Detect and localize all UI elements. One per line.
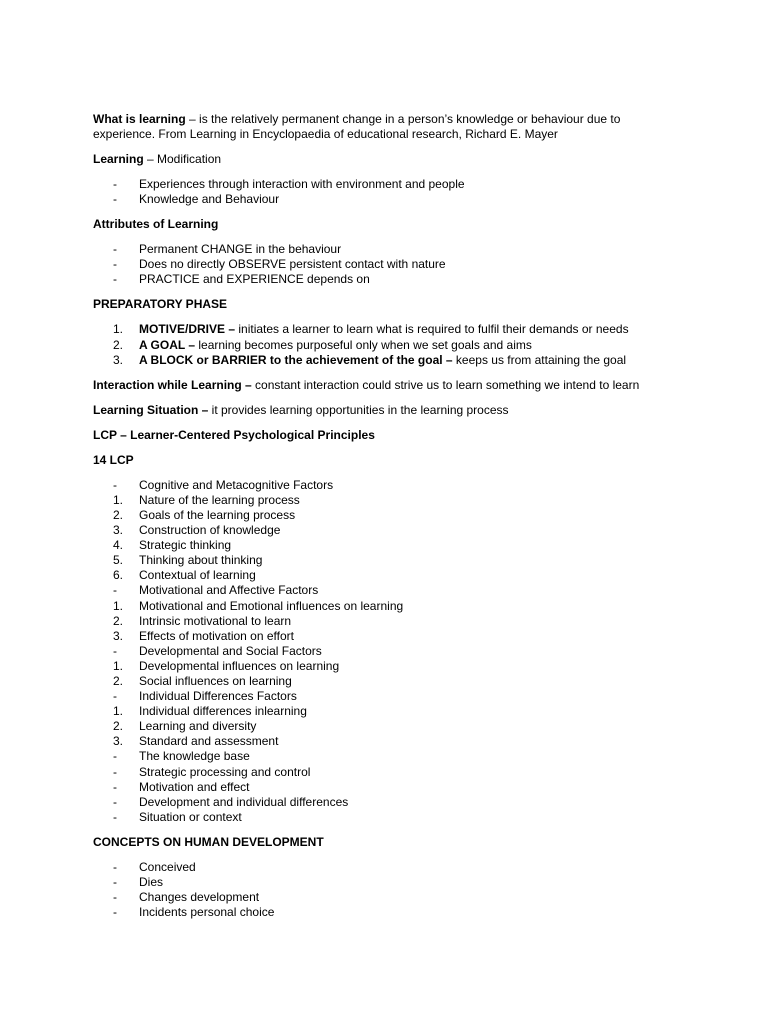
list-item-text: Nature of the learning process — [139, 492, 300, 507]
list-item — [93, 780, 673, 795]
list-marker: - — [113, 192, 117, 207]
list-item-text: Developmental influences on learning — [139, 658, 340, 673]
list-marker: - — [113, 859, 117, 874]
list-item — [93, 765, 673, 780]
list-item — [93, 644, 673, 659]
list-marker: - — [113, 583, 117, 598]
list-item-text: Individual Differences Factors — [139, 689, 297, 704]
list-marker: - — [113, 643, 117, 658]
interaction-term: Interaction while Learning – — [93, 377, 252, 392]
list-item-text: learning becomes purposeful only when we set goals and aims — [195, 337, 532, 352]
attributes-list — [93, 242, 673, 287]
list-item — [93, 599, 673, 614]
list-marker: 1. — [113, 322, 124, 337]
list-item-text: Knowledge and Behaviour — [139, 192, 280, 207]
list-marker: 1. — [113, 492, 124, 507]
list-item-text: Development and individual differences — [139, 794, 349, 809]
list-item — [93, 704, 673, 719]
list-marker: 3. — [113, 523, 124, 538]
list-item-term: A GOAL – — [139, 337, 196, 352]
list-item — [93, 795, 673, 810]
list-marker: - — [113, 764, 117, 779]
list-item — [93, 538, 673, 553]
list-item-text: initiates a learner to learn what is required to fulfil their demands or needs — [235, 322, 629, 337]
list-marker: - — [113, 809, 117, 824]
list-marker: - — [113, 257, 117, 272]
list-marker: 1. — [113, 598, 124, 613]
list-marker: - — [113, 779, 117, 794]
list-item — [93, 629, 673, 644]
list-marker: 4. — [113, 538, 124, 553]
intro-paragraph — [93, 112, 673, 142]
list-marker: 1. — [113, 658, 124, 673]
interaction-text: constant interaction could strive us to learn something we intend to learn — [251, 377, 640, 392]
list-marker: 3. — [113, 352, 124, 367]
list-marker: 2. — [113, 719, 124, 734]
lcp14-list — [93, 478, 673, 825]
list-item — [93, 890, 673, 905]
list-item — [93, 689, 673, 704]
list-item — [93, 810, 673, 825]
list-item — [93, 192, 673, 207]
list-item-text: Motivational and Emotional influences on learning — [139, 598, 404, 613]
list-item — [93, 659, 673, 674]
list-marker: - — [113, 177, 117, 191]
list-marker: 2. — [113, 673, 124, 688]
list-item-text: Goals of the learning process — [139, 507, 296, 522]
intro-term: What is learning — [93, 112, 186, 126]
learning-term: Learning — [93, 152, 144, 166]
situation-term: Learning Situation – — [93, 402, 209, 417]
attributes-heading: Attributes of Learning — [93, 217, 219, 232]
list-item — [93, 493, 673, 508]
list-item-text: Cognitive and Metacognitive Factors — [139, 477, 334, 492]
list-marker: 6. — [113, 568, 124, 583]
list-item — [93, 583, 673, 598]
list-marker: 3. — [113, 628, 124, 643]
list-item-text: Effects of motivation on effort — [139, 628, 294, 643]
lcp-heading: LCP – Learner-Centered Psychological Principles — [93, 427, 375, 442]
preparatory-heading: PREPARATORY PHASE — [93, 297, 228, 312]
list-item — [93, 553, 673, 568]
list-item-text: Standard and assessment — [139, 734, 279, 749]
list-item — [93, 614, 673, 629]
list-item-term: A BLOCK or BARRIER to the achievement of the goal – — [139, 352, 453, 367]
list-marker: - — [113, 890, 117, 905]
list-item-text: Construction of knowledge — [139, 523, 281, 538]
list-item-text: Individual differences inlearning — [139, 704, 307, 719]
list-item-text: Incidents personal choice — [139, 905, 275, 920]
list-item-text: PRACTICE and EXPERIENCE depends on — [139, 272, 370, 287]
list-item-text: Strategic thinking — [139, 538, 232, 553]
list-item-text: Experiences through interaction with environment and people — [139, 177, 465, 191]
list-item-text: Strategic processing and control — [139, 764, 311, 779]
list-item — [93, 734, 673, 749]
list-item — [93, 322, 673, 337]
list-item — [93, 860, 673, 875]
list-item — [93, 523, 673, 538]
list-marker: - — [113, 689, 117, 704]
concepts-heading: CONCEPTS ON HUMAN DEVELOPMENT — [93, 834, 324, 849]
list-item-text: Changes development — [139, 890, 260, 905]
list-item-text: Dies — [139, 875, 164, 889]
intro-text: – is the relatively permanent change in a person’s knowledge or behaviour due to experience. From Learning in Encyclopaedia of educational research, Richard E. Mayer — [93, 112, 621, 141]
list-marker: 2. — [113, 507, 124, 522]
list-item — [93, 508, 673, 523]
list-item — [93, 905, 673, 920]
list-item-text: Thinking about thinking — [139, 553, 263, 568]
list-item-text: keeps us from attaining the goal — [452, 352, 627, 367]
list-marker: - — [113, 905, 117, 920]
preparatory-list — [93, 322, 673, 367]
list-marker: 5. — [113, 553, 124, 568]
list-marker: - — [113, 749, 117, 764]
list-item-term: MOTIVE/DRIVE – — [139, 322, 236, 337]
list-item — [93, 242, 673, 257]
list-item-text: Contextual of learning — [139, 568, 256, 583]
situation-paragraph — [93, 403, 673, 418]
list-marker: 2. — [113, 613, 124, 628]
list-item-text: Conceived — [139, 859, 196, 874]
interaction-paragraph — [93, 378, 673, 393]
list-item-text: Permanent CHANGE in the behaviour — [139, 242, 342, 257]
lcp14-heading: 14 LCP — [93, 452, 134, 467]
list-item-text: Situation or context — [139, 809, 242, 824]
list-item-text: Motivational and Affective Factors — [139, 583, 319, 598]
list-item-text: Motivation and effect — [139, 779, 250, 794]
list-item — [93, 177, 673, 192]
list-marker: 2. — [113, 337, 124, 352]
list-item — [93, 257, 673, 272]
list-item — [93, 749, 673, 764]
learning-text: – Modification — [143, 152, 222, 166]
list-item-text: Developmental and Social Factors — [139, 643, 322, 658]
list-item-text: Does no directly OBSERVE persistent contact with nature — [139, 257, 446, 272]
list-item — [93, 353, 673, 368]
document-page — [93, 112, 673, 930]
list-item — [93, 338, 673, 353]
list-marker: - — [113, 242, 117, 257]
list-item — [93, 674, 673, 689]
list-marker: - — [113, 794, 117, 809]
list-item — [93, 478, 673, 493]
list-marker: - — [113, 272, 117, 287]
list-item-text: Learning and diversity — [139, 719, 257, 734]
list-item-text: Social influences on learning — [139, 673, 292, 688]
list-marker: - — [113, 875, 117, 889]
situation-text: it provides learning opportunities in the learning process — [208, 402, 509, 417]
learning-list — [93, 177, 673, 207]
list-item-text: The knowledge base — [139, 749, 250, 764]
list-item — [93, 568, 673, 583]
list-item — [93, 719, 673, 734]
list-item-text: Intrinsic motivational to learn — [139, 613, 292, 628]
list-marker: - — [113, 477, 117, 492]
list-marker: 1. — [113, 704, 124, 719]
concepts-list — [93, 860, 673, 920]
list-marker: 3. — [113, 734, 124, 749]
learning-paragraph — [93, 152, 673, 167]
list-item — [93, 272, 673, 287]
list-item — [93, 875, 673, 890]
